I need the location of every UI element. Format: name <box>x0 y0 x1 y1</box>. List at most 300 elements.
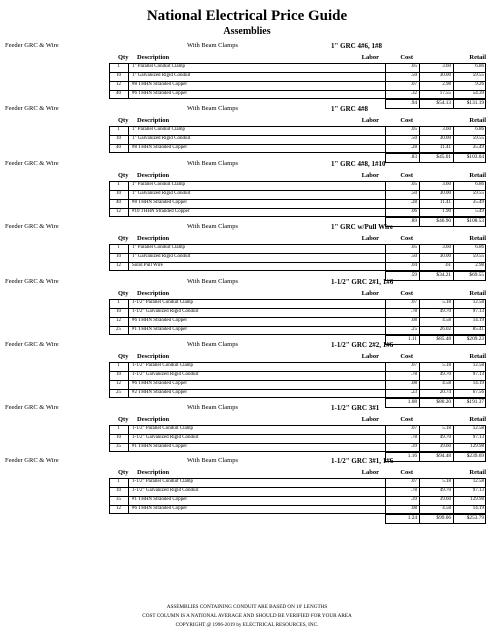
col-labor: Labor <box>361 117 379 124</box>
assembly-section <box>0 103 494 163</box>
section-category: Feeder GRC & Wire <box>5 278 59 285</box>
assembly-section <box>0 276 494 345</box>
table-row <box>109 126 486 135</box>
row-retail: 85.41 <box>472 327 484 332</box>
section-header <box>0 158 494 170</box>
table-row <box>109 317 486 326</box>
col-qty: Qty <box>118 416 129 423</box>
col-retail: Retail <box>469 353 486 360</box>
row-qty: 12 <box>116 82 121 87</box>
items-table <box>109 299 486 335</box>
row-labor: .28 <box>410 200 417 205</box>
total-retail: $253.79 <box>466 515 484 521</box>
col-cost: Cost <box>400 54 413 61</box>
row-qty: 10 <box>116 488 121 493</box>
row-description: 1-1/2" Galvanized Rigid Conduit <box>132 488 199 493</box>
row-labor: .50 <box>410 254 417 259</box>
total-cost: $46.90 <box>436 218 451 224</box>
section-category: Feeder GRC & Wire <box>5 160 59 167</box>
items-table <box>109 478 486 514</box>
table-row <box>109 181 486 190</box>
section-header <box>0 455 494 467</box>
assembly-section <box>0 339 494 408</box>
row-cost: 30.00 <box>439 254 451 259</box>
row-retail: 5.49 <box>475 209 484 214</box>
section-category: Feeder GRC & Wire <box>5 223 59 230</box>
column-headers <box>0 233 494 244</box>
row-retail: 59.55 <box>472 191 484 196</box>
row-cost: 26.02 <box>439 327 451 332</box>
row-qty: 10 <box>116 191 121 196</box>
col-cost: Cost <box>400 416 413 423</box>
row-description: 1-1/2" Parallel Conduit Clamp <box>132 363 194 368</box>
row-qty: 35 <box>116 444 121 449</box>
items-table <box>109 126 486 153</box>
row-qty: 25 <box>116 390 121 395</box>
footer-copyright: COPYRIGHT @ 1996-2019 by ELECTRICAL RESOURCES, INC. <box>175 622 319 628</box>
row-cost: 5.18 <box>442 300 451 305</box>
row-description: 1-1/2" Parallel Conduit Clamp <box>132 300 194 305</box>
col-description: Description <box>137 117 170 124</box>
col-cost: Cost <box>400 469 413 476</box>
row-cost: 49.70 <box>439 309 451 314</box>
row-retail: 54.39 <box>472 91 484 96</box>
row-retail: 6.86 <box>475 64 484 69</box>
row-retail: 97.13 <box>472 309 484 314</box>
col-labor: Labor <box>361 172 379 179</box>
table-row <box>109 326 486 335</box>
items-table <box>109 63 486 99</box>
row-cost: 39.60 <box>439 497 451 502</box>
page-subtitle: Assemblies <box>223 26 271 37</box>
row-description: 1" Parallel Conduit Clamp <box>132 127 186 132</box>
section-size: 1-1/2" GRC 2#2, 1#6 <box>331 341 394 349</box>
table-row <box>109 63 486 72</box>
section-size: 1" GRC 4#8 <box>331 105 368 113</box>
totals-row <box>109 514 486 524</box>
col-cost: Cost <box>400 353 413 360</box>
section-header <box>0 221 494 233</box>
table-row <box>109 362 486 371</box>
row-labor: .39 <box>410 497 417 502</box>
row-retail: 97.13 <box>472 435 484 440</box>
col-qty: Qty <box>118 172 129 179</box>
row-description: 1" Parallel Conduit Clamp <box>132 64 186 69</box>
total-cost: $45.01 <box>436 154 451 160</box>
row-description: 1" Galvanized Rigid Conduit <box>132 136 191 141</box>
total-labor: .89 <box>410 218 417 224</box>
assembly-section <box>0 455 494 524</box>
row-description: #6 THHN Stranded Copper <box>132 318 188 323</box>
col-retail: Retail <box>469 54 486 61</box>
row-description: 1" Galvanized Rigid Conduit <box>132 73 191 78</box>
col-cost: Cost <box>400 172 413 179</box>
row-retail: 97.13 <box>472 372 484 377</box>
section-size: 1-1/2" GRC 3#1 <box>331 404 380 412</box>
row-labor: .50 <box>410 136 417 141</box>
row-qty: 40 <box>116 91 121 96</box>
row-labor: .78 <box>410 488 417 493</box>
row-retail: 97.13 <box>472 488 484 493</box>
row-labor: .08 <box>410 318 417 323</box>
table-row <box>109 90 486 99</box>
col-qty: Qty <box>118 235 129 242</box>
row-cost: 3.60 <box>442 245 451 250</box>
row-qty: 1 <box>117 64 120 69</box>
column-headers <box>0 288 494 299</box>
table-row <box>109 262 486 271</box>
row-cost: 1.90 <box>442 209 451 214</box>
total-retail: $209.23 <box>466 336 484 342</box>
section-size: 1" GRC 4#6, 1#8 <box>331 42 382 50</box>
row-description: 1" Galvanized Rigid Conduit <box>132 191 191 196</box>
section-support: With Beam Clamps <box>187 223 239 230</box>
col-qty: Qty <box>118 117 129 124</box>
row-description: #1 THHN Stranded Copper <box>132 327 188 332</box>
row-retail: 35.49 <box>472 200 484 205</box>
row-labor: .07 <box>410 82 417 87</box>
row-description: 1-1/2" Galvanized Rigid Conduit <box>132 309 199 314</box>
total-cost: $34.21 <box>436 272 451 278</box>
row-labor: .08 <box>410 381 417 386</box>
row-labor: .05 <box>410 182 417 187</box>
row-qty: 10 <box>116 309 121 314</box>
total-retail: $69.55 <box>469 272 484 278</box>
col-retail: Retail <box>469 235 486 242</box>
table-row <box>109 244 486 253</box>
table-row <box>109 496 486 505</box>
total-labor: .59 <box>410 272 417 278</box>
table-row <box>109 72 486 81</box>
table-row <box>109 478 486 487</box>
col-retail: Retail <box>469 416 486 423</box>
row-labor: .07 <box>410 363 417 368</box>
total-cost: $94.48 <box>436 453 451 459</box>
total-cost: $99.06 <box>436 515 451 521</box>
section-support: With Beam Clamps <box>187 404 239 411</box>
section-header <box>0 103 494 115</box>
row-retail: 14.19 <box>472 318 484 323</box>
row-qty: 1 <box>117 127 120 132</box>
section-support: With Beam Clamps <box>187 341 239 348</box>
row-retail: 6.86 <box>475 182 484 187</box>
section-size: 1" GRC w/Pull Wire <box>331 223 394 231</box>
table-row <box>109 308 486 317</box>
col-description: Description <box>137 54 170 61</box>
col-retail: Retail <box>469 469 486 476</box>
col-cost: Cost <box>400 290 413 297</box>
col-labor: Labor <box>361 290 379 297</box>
row-cost: 49.70 <box>439 372 451 377</box>
row-retail: 12.58 <box>472 426 484 431</box>
col-description: Description <box>137 416 170 423</box>
table-row <box>109 81 486 90</box>
row-cost: 3.60 <box>442 64 451 69</box>
row-retail: 2.98 <box>475 263 484 268</box>
row-cost: 11.41 <box>439 145 451 150</box>
row-qty: 1 <box>117 479 120 484</box>
row-qty: 12 <box>116 263 121 268</box>
col-description: Description <box>137 290 170 297</box>
total-labor: 1.08 <box>407 399 417 405</box>
row-labor: .07 <box>410 426 417 431</box>
col-qty: Qty <box>118 290 129 297</box>
column-headers <box>0 351 494 362</box>
row-retail: 12.58 <box>472 479 484 484</box>
row-description: #10 THHN Stranded Copper <box>132 209 190 214</box>
row-qty: 40 <box>116 145 121 150</box>
section-header <box>0 276 494 288</box>
row-retail: 12.58 <box>472 300 484 305</box>
row-qty: 12 <box>116 209 121 214</box>
row-qty: 1 <box>117 300 120 305</box>
row-description: 1" Galvanized Rigid Conduit <box>132 254 191 259</box>
col-retail: Retail <box>469 172 486 179</box>
column-headers <box>0 467 494 478</box>
footer-note-cost: COST COLUMN IS A NATIONAL AVERAGE AND SHOULD BE VERIFIED FOR YOUR AREA <box>142 613 352 619</box>
table-row <box>109 487 486 496</box>
row-description: #8 THHN Stranded Copper <box>132 145 188 150</box>
row-cost: 3.60 <box>442 182 451 187</box>
col-labor: Labor <box>361 353 379 360</box>
row-description: #6 THHN Stranded Copper <box>132 381 188 386</box>
total-retail: $103.04 <box>466 154 484 160</box>
total-retail: $191.37 <box>466 399 484 405</box>
row-qty: 25 <box>116 327 121 332</box>
col-labor: Labor <box>361 235 379 242</box>
row-labor: .78 <box>410 309 417 314</box>
table-row <box>109 299 486 308</box>
row-labor: .50 <box>410 73 417 78</box>
total-retail: $131.19 <box>466 100 484 106</box>
table-row <box>109 380 486 389</box>
row-description: #6 THHN Stranded Copper <box>132 91 188 96</box>
table-row <box>109 443 486 452</box>
row-cost: 5.18 <box>442 479 451 484</box>
total-labor: 1.16 <box>407 453 417 459</box>
row-retail: 6.86 <box>475 245 484 250</box>
row-description: 1" Parallel Conduit Clamp <box>132 182 186 187</box>
row-qty: 1 <box>117 426 120 431</box>
section-support: With Beam Clamps <box>187 105 239 112</box>
row-description: #1 THHN Stranded Copper <box>132 497 188 502</box>
row-cost: 20.74 <box>439 390 451 395</box>
row-cost: 30.00 <box>439 73 451 78</box>
row-retail: 59.55 <box>472 73 484 78</box>
table-row <box>109 253 486 262</box>
row-labor: .50 <box>410 191 417 196</box>
footer-note-lengths: ASSEMBLIES CONTAINING CONDUIT ARE BASED ON 10' LENGTHS <box>166 604 328 610</box>
row-retail: 59.55 <box>472 136 484 141</box>
section-header <box>0 402 494 414</box>
table-row <box>109 425 486 434</box>
section-support: With Beam Clamps <box>187 278 239 285</box>
col-labor: Labor <box>361 416 379 423</box>
table-row <box>109 135 486 144</box>
row-description: #1 THHN Stranded Copper <box>132 444 188 449</box>
row-qty: 12 <box>116 318 121 323</box>
row-cost: 5.18 <box>442 363 451 368</box>
column-headers <box>0 115 494 126</box>
row-retail: 67.56 <box>472 390 484 395</box>
total-retail: $239.69 <box>466 453 484 459</box>
col-retail: Retail <box>469 290 486 297</box>
col-qty: Qty <box>118 353 129 360</box>
row-cost: 30.00 <box>439 136 451 141</box>
row-description: #2 THHN Stranded Copper <box>132 390 188 395</box>
col-qty: Qty <box>118 469 129 476</box>
row-description: #8 THHN Stranded Copper <box>132 200 188 205</box>
table-row <box>109 434 486 443</box>
row-retail: 14.19 <box>472 381 484 386</box>
section-size: 1-1/2" GRC 3#1, 1#6 <box>331 457 394 465</box>
table-row <box>109 505 486 514</box>
row-labor: .06 <box>410 209 417 214</box>
total-cost: $85.48 <box>436 336 451 342</box>
row-labor: .78 <box>410 435 417 440</box>
table-row <box>109 190 486 199</box>
section-support: With Beam Clamps <box>187 457 239 464</box>
section-category: Feeder GRC & Wire <box>5 404 59 411</box>
row-cost: 49.70 <box>439 435 451 440</box>
assembly-section <box>0 402 494 462</box>
items-table <box>109 244 486 271</box>
row-qty: 35 <box>116 497 121 502</box>
row-labor: .25 <box>410 327 417 332</box>
col-cost: Cost <box>400 235 413 242</box>
row-labor: .04 <box>410 263 417 268</box>
row-cost: 2.98 <box>442 82 451 87</box>
row-description: 1-1/2" Galvanized Rigid Conduit <box>132 435 199 440</box>
row-cost: 49.70 <box>439 488 451 493</box>
table-row <box>109 371 486 380</box>
total-labor: 1.11 <box>407 336 417 342</box>
assembly-section <box>0 158 494 227</box>
row-cost: 5.18 <box>442 426 451 431</box>
row-description: #8 THHN Stranded Copper <box>132 82 188 87</box>
row-qty: 10 <box>116 372 121 377</box>
items-table <box>109 362 486 398</box>
section-category: Feeder GRC & Wire <box>5 341 59 348</box>
column-headers <box>0 170 494 181</box>
section-size: 1" GRC 4#8, 1#10 <box>331 160 386 168</box>
column-headers <box>0 414 494 425</box>
table-row <box>109 208 486 217</box>
row-retail: 129.98 <box>470 497 484 502</box>
section-category: Feeder GRC & Wire <box>5 105 59 112</box>
row-qty: 40 <box>116 200 121 205</box>
assembly-section <box>0 40 494 109</box>
row-qty: 10 <box>116 73 121 78</box>
total-labor: .83 <box>410 154 417 160</box>
row-cost: 4.58 <box>442 381 451 386</box>
col-description: Description <box>137 469 170 476</box>
row-cost: 30.00 <box>439 191 451 196</box>
total-retail: $108.53 <box>466 218 484 224</box>
row-labor: .23 <box>410 390 417 395</box>
row-labor: .05 <box>410 245 417 250</box>
col-description: Description <box>137 172 170 179</box>
col-labor: Labor <box>361 54 379 61</box>
row-labor: .08 <box>410 506 417 511</box>
row-qty: 1 <box>117 182 120 187</box>
col-cost: Cost <box>400 117 413 124</box>
section-support: With Beam Clamps <box>187 160 239 167</box>
row-labor: .05 <box>410 127 417 132</box>
row-description: 1-1/2" Parallel Conduit Clamp <box>132 479 194 484</box>
row-qty: 1 <box>117 363 120 368</box>
row-retail: 59.55 <box>472 254 484 259</box>
row-labor: .05 <box>410 64 417 69</box>
row-labor: .78 <box>410 372 417 377</box>
total-cost: $54.13 <box>436 100 451 106</box>
section-category: Feeder GRC & Wire <box>5 457 59 464</box>
table-row <box>109 199 486 208</box>
col-description: Description <box>137 235 170 242</box>
row-qty: 1 <box>117 245 120 250</box>
section-header <box>0 339 494 351</box>
row-qty: 12 <box>116 506 121 511</box>
row-retail: 6.86 <box>475 127 484 132</box>
row-labor: .32 <box>410 91 417 96</box>
row-retail: 14.19 <box>472 506 484 511</box>
items-table <box>109 425 486 452</box>
row-qty: 10 <box>116 254 121 259</box>
col-retail: Retail <box>469 117 486 124</box>
total-labor: 1.24 <box>407 515 417 521</box>
col-labor: Labor <box>361 469 379 476</box>
row-description: 1-1/2" Galvanized Rigid Conduit <box>132 372 199 377</box>
page-title: National Electrical Price Guide <box>146 8 348 24</box>
items-table <box>109 181 486 217</box>
row-qty: 10 <box>116 136 121 141</box>
row-labor: .39 <box>410 444 417 449</box>
row-description: #6 THHN Stranded Copper <box>132 506 188 511</box>
row-retail: 9.26 <box>475 82 484 87</box>
row-cost: 3.60 <box>442 127 451 132</box>
row-qty: 10 <box>116 435 121 440</box>
col-qty: Qty <box>118 54 129 61</box>
total-labor: .94 <box>410 100 417 106</box>
section-category: Feeder GRC & Wire <box>5 42 59 49</box>
row-description: 1" Parallel Conduit Clamp <box>132 245 186 250</box>
row-cost: 11.41 <box>439 200 451 205</box>
section-header <box>0 40 494 52</box>
column-headers <box>0 52 494 63</box>
row-qty: 12 <box>116 381 121 386</box>
row-labor: .07 <box>410 479 417 484</box>
col-description: Description <box>137 353 170 360</box>
row-description: Solid Pull Wire <box>132 263 163 268</box>
section-support: With Beam Clamps <box>187 42 239 49</box>
table-row <box>109 389 486 398</box>
row-retail: 35.49 <box>472 145 484 150</box>
row-description: 1-1/2" Parallel Conduit Clamp <box>132 426 194 431</box>
row-cost: 39.60 <box>439 444 451 449</box>
row-cost: .61 <box>444 263 451 268</box>
row-cost: 4.58 <box>442 318 451 323</box>
row-labor: .07 <box>410 300 417 305</box>
table-row <box>109 144 486 153</box>
total-cost: $80.20 <box>436 399 451 405</box>
row-retail: 12.58 <box>472 363 484 368</box>
section-size: 1-1/2" GRC 2#1, 1#6 <box>331 278 394 286</box>
row-labor: .28 <box>410 145 417 150</box>
row-retail: 129.98 <box>470 444 484 449</box>
assembly-section <box>0 221 494 281</box>
row-cost: 4.58 <box>442 506 451 511</box>
row-cost: 17.55 <box>439 91 451 96</box>
